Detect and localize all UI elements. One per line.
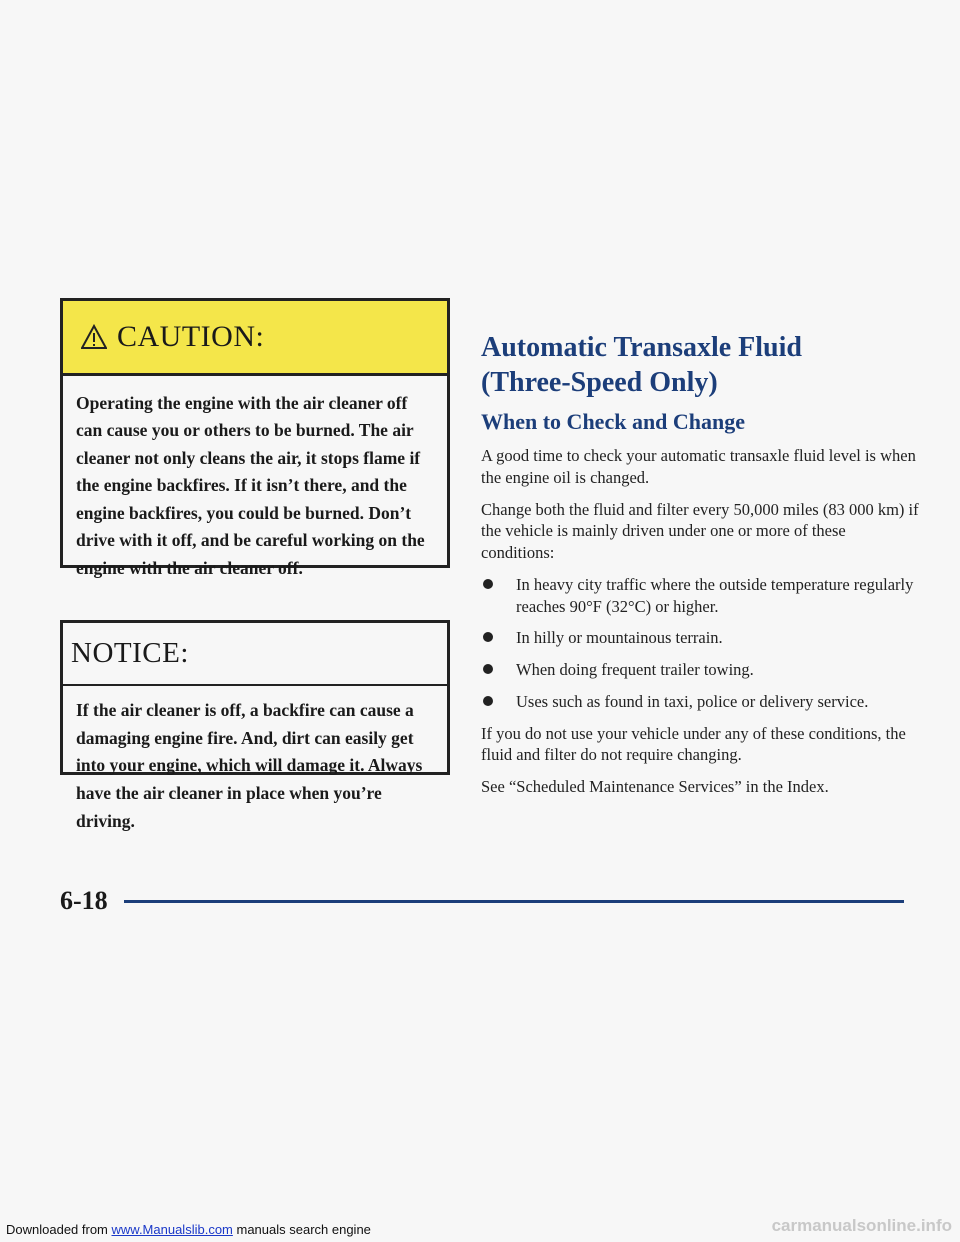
notice-header xyxy=(63,623,447,686)
paragraph-no-change: If you do not use your vehicle under any of these conditions, the fluid and filter do not require changing. xyxy=(481,723,906,765)
list-item xyxy=(481,574,921,618)
bullet-icon xyxy=(483,696,493,706)
download-prefix: Downloaded from xyxy=(6,1222,112,1237)
paragraph-change-interval: Change both the fluid and filter every 50,000 miles (83 000 km) if the vehicle is mainly driven under one or more of these conditions: xyxy=(481,499,919,563)
footer-rule xyxy=(124,900,904,903)
list-item xyxy=(481,691,921,713)
caution-header xyxy=(63,301,447,376)
list-item xyxy=(481,659,921,681)
bullet-icon xyxy=(483,632,493,642)
download-credit xyxy=(6,1222,371,1237)
conditions-list xyxy=(481,574,921,713)
list-item xyxy=(481,627,921,649)
caution-text: Operating the engine with the air cleaner off can cause you or others to be burned. The air cleaner not only cleans the air, it stops flame if the engine backfires. If it isn’t there, and the engine backfires, you could be burned. Don’t drive with it off, and be careful working on the engine with the air cleaner off. xyxy=(76,393,425,578)
section-subtitle: When to Check and Change xyxy=(481,409,746,434)
list-item-text: In heavy city traffic where the outside temperature regularly reaches 90°F (32°C) or higher. xyxy=(516,574,914,616)
page-number: 6-18 xyxy=(60,886,108,915)
caution-title: CAUTION: xyxy=(117,320,265,353)
warning-triangle-icon xyxy=(81,324,107,350)
bullet-icon xyxy=(483,579,493,589)
section-title-line1: Automatic Transaxle Fluid xyxy=(481,332,802,363)
list-item-text: When doing frequent trailer towing. xyxy=(516,660,754,680)
download-suffix: manuals search engine xyxy=(232,1222,371,1237)
paragraph-see-index: See “Scheduled Maintenance Services” in the Index. xyxy=(481,777,829,797)
transaxle-fluid-section xyxy=(481,330,921,808)
section-title xyxy=(481,330,921,400)
notice-title: NOTICE: xyxy=(71,637,189,669)
notice-box xyxy=(60,620,450,831)
list-item-text: Uses such as found in taxi, police or delivery service. xyxy=(516,691,869,711)
list-item-text: In hilly or mountainous terrain. xyxy=(516,628,723,648)
bullet-icon xyxy=(483,664,493,674)
paragraph-check-level: A good time to check your automatic transaxle fluid level is when the engine oil is changed. xyxy=(481,446,916,487)
manualslib-link[interactable]: www.Manualslib.com xyxy=(111,1222,233,1237)
section-title-line2: (Three-Speed Only) xyxy=(481,367,718,398)
watermark: carmanualsonline.info xyxy=(771,1216,952,1235)
notice-text: If the air cleaner is off, a backfire can cause a damaging engine fire. And, dirt can easily get into your engine, which will damage it. Always have the air cleaner in place when you’re driving. xyxy=(76,700,423,831)
caution-box xyxy=(60,298,450,578)
